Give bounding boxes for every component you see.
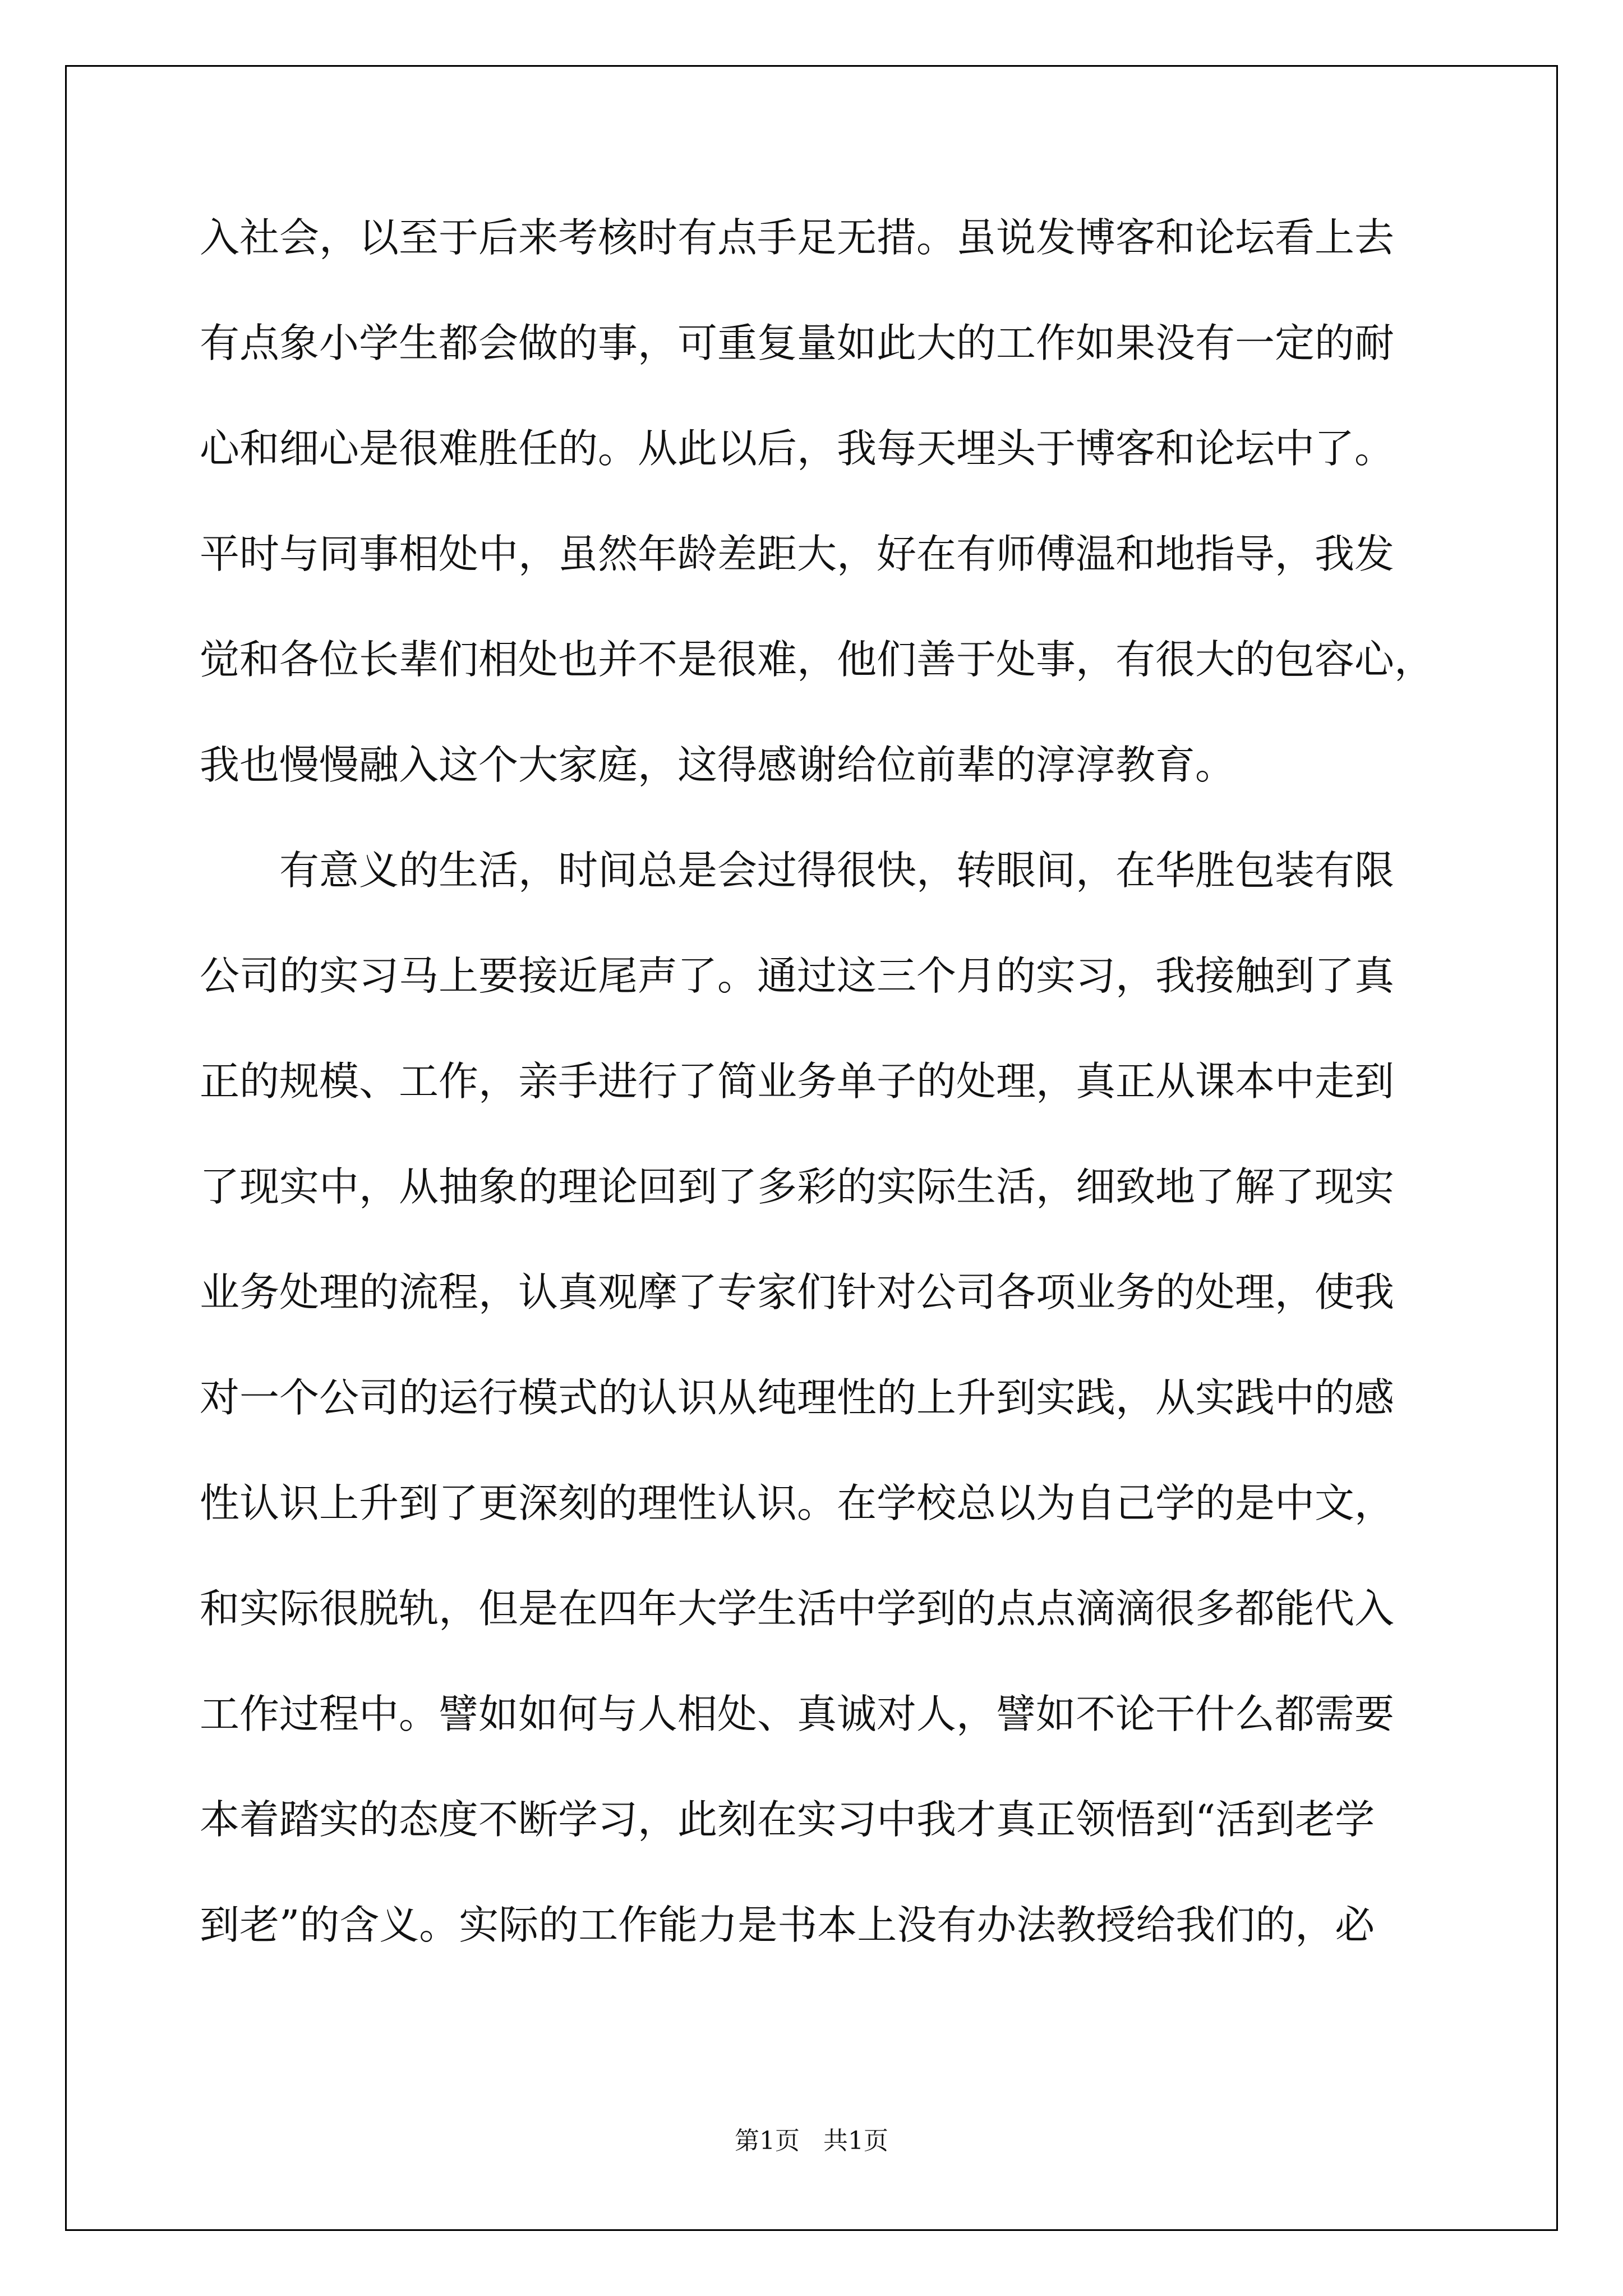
text-line: 心和细心是很难胜任的。从此以后，我每天埋头于博客和论坛中了。 [200,425,1395,472]
text-line: 公司的实习马上要接近尾声了。通过这三个月的实习，我接触到了真 [200,953,1395,999]
text-line: 平时与同事相处中，虽然年龄差距大，好在有师傅温和地指导，我发 [200,531,1395,577]
page-number-footer: 第1页 共1页 [735,2127,888,2155]
text-line: 正的规模、工作，亲手进行了简业务单子的处理，真正从课本中走到 [200,1058,1395,1105]
text-line: 入社会，以至于后来考核时有点手足无措。虽说发博客和论坛看上去 [200,214,1395,261]
text-line: 了现实中，从抽象的理论回到了多彩的实际生活，细致地了解了现实 [200,1163,1395,1210]
text-line: 本着踏实的态度不断学习，此刻在实习中我才真正领悟到“活到老学 [200,1796,1375,1843]
body-text [200,185,1467,1978]
text-line: 和实际很脱轨，但是在四年大学生活中学到的点点滴滴很多都能代入 [200,1585,1395,1632]
text-line: 业务处理的流程，认真观摩了专家们针对公司各项业务的处理，使我 [200,1269,1395,1315]
text-line: 到老”的含义。实际的工作能力是书本上没有办法教授给我们的，必 [200,1902,1375,1948]
text-line: 觉和各位长辈们相处也并不是很难，他们善于处事，有很大的包容心， [200,636,1435,683]
text-line: 工作过程中。譬如如何与人相处、真诚对人，譬如不论干什么都需要 [200,1691,1395,1737]
text-line: 性认识上升到了更深刻的理性认识。在学校总以为自己学的是中文， [200,1480,1395,1526]
text-line: 有点象小学生都会做的事，可重复量如此大的工作如果没有一定的耐 [200,320,1395,366]
paragraph-first-line: 有意义的生活，时间总是会过得很快，转眼间，在华胜包装有限 [279,847,1395,894]
text-line: 对一个公司的运行模式的认识从纯理性的上升到实践，从实践中的感 [200,1374,1395,1421]
text-line: 我也慢慢融入这个大家庭，这得感谢给位前辈的淳淳教育。 [200,742,1235,788]
